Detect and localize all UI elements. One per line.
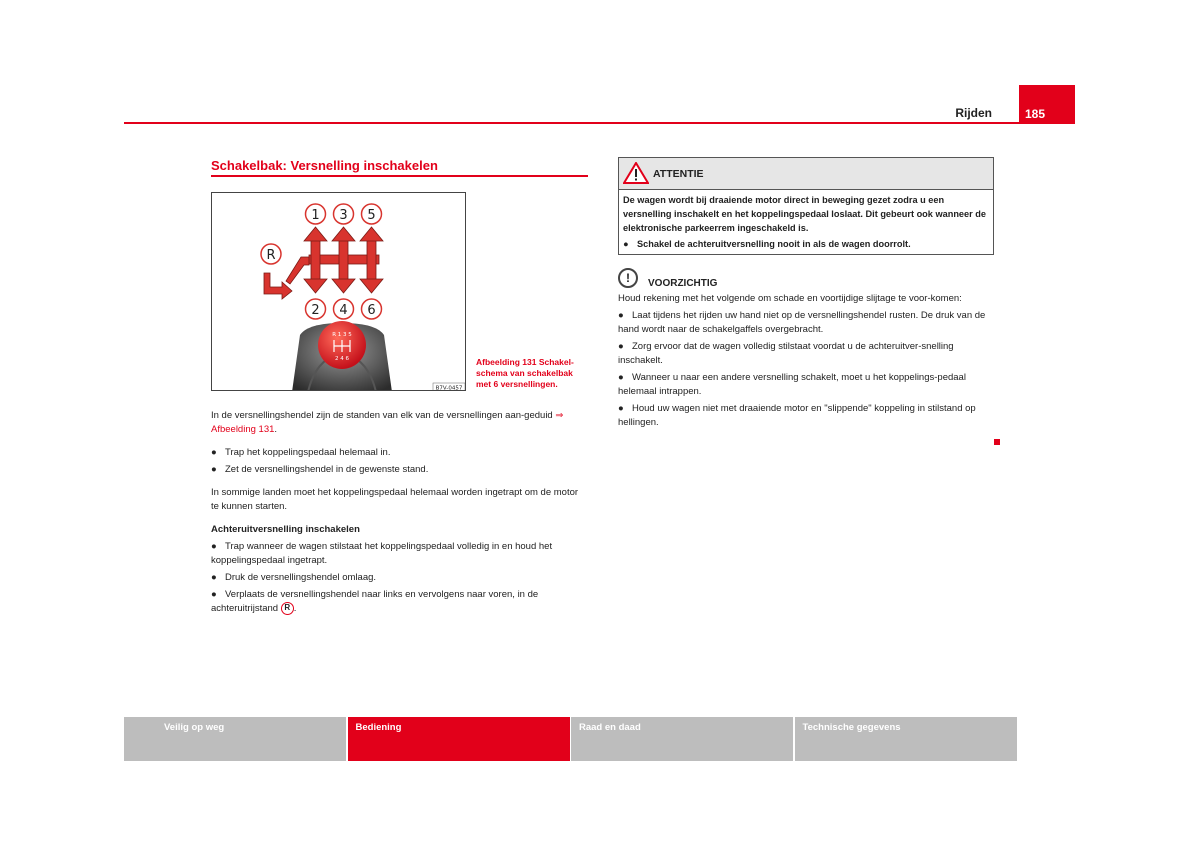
gear-6: 6 bbox=[367, 303, 376, 318]
left-column bbox=[211, 409, 588, 619]
list-item: ● Laat tijdens het rijden uw hand niet op de versnellingshendel rusten. De druk van de hand wordt naar de schakelgaffels overgebracht. bbox=[618, 310, 986, 335]
figure-caption: Afbeelding 131 Schakel- schema van schakelbak met 6 versnellingen. bbox=[476, 357, 574, 389]
warning-header bbox=[619, 158, 993, 190]
tab-technische-gegevens[interactable]: Technische gegevens bbox=[795, 717, 1017, 761]
figure-link[interactable]: ⇒ Afbeelding 131 bbox=[211, 410, 564, 435]
footer-nav bbox=[124, 717, 1075, 761]
section-rule bbox=[211, 175, 588, 177]
list-item: ● Druk de versnellingshendel omlaag. bbox=[211, 572, 377, 583]
knob-label-bottom: 2 4 6 bbox=[335, 356, 349, 362]
warning-bullet: ● Schakel de achteruitversnelling nooit in als de wagen doorrolt. bbox=[623, 239, 911, 249]
figure-code: B7V-0457 bbox=[435, 385, 463, 391]
gear-5: 5 bbox=[367, 208, 376, 223]
warning-title: ATTENTIE bbox=[653, 168, 704, 180]
shift-pattern-arrows bbox=[264, 227, 383, 299]
page-number: 185 bbox=[1019, 85, 1075, 124]
tab-bediening[interactable]: Bediening bbox=[348, 717, 570, 761]
gear-3: 3 bbox=[339, 208, 348, 223]
subheading-reverse: Achteruitversnelling inschakelen bbox=[211, 524, 360, 535]
caution-header bbox=[618, 268, 994, 290]
tab-raad-en-daad[interactable]: Raad en daad bbox=[571, 717, 793, 761]
header-rule bbox=[124, 122, 1019, 124]
caution-intro: Houd rekening met het volgende om schade en voortijdige slijtage te voor-komen: bbox=[618, 293, 962, 304]
list-item: ● Wanneer u naar een andere versnelling schakelt, moet u het koppelings-pedaal helemaal intrappen. bbox=[618, 372, 966, 397]
list-item: ● Houd uw wagen niet met draaiende motor en "slippende" koppeling in stilstand op hellingen. bbox=[618, 403, 976, 428]
intro-paragraph: In de versnellingshendel zijn de standen van elk van de versnellingen aan-geduid ⇒ Afbeelding 131. bbox=[211, 410, 564, 435]
list-item: ● Trap wanneer de wagen stilstaat het koppelingspedaal volledig in en houd het koppelingspedaal ingetrapt. bbox=[211, 541, 553, 566]
gear-2: 2 bbox=[311, 303, 320, 318]
exclamation-icon: ! bbox=[618, 268, 638, 288]
gear-1: 1 bbox=[311, 208, 320, 223]
list-item: ● Trap het koppelingspedaal helemaal in. bbox=[211, 447, 391, 458]
tab-veilig-op-weg[interactable]: Veilig op weg bbox=[124, 717, 346, 761]
list-item: ● Zet de versnellingshendel in de gewenste stand. bbox=[211, 464, 429, 475]
section-title: Schakelbak: Versnelling inschakelen bbox=[211, 158, 438, 173]
caution-title: VOORZICHTIG bbox=[648, 278, 718, 289]
list-item: ● Verplaats de versnellingshendel naar links en vervolgens naar voren, in de achteruitrijstand R . bbox=[211, 589, 539, 615]
reverse-gear-symbol: R bbox=[281, 602, 294, 615]
caution-section bbox=[618, 268, 994, 433]
warning-body: De wagen wordt bij draaiende motor direct in beweging gezet zodra u een versnelling inschakelt en het koppelingspedaal loslaat. Dit gebeurt ook wanneer de elektronische parkeerrem ingeschakeld is. ● Schakel de achteruitversnelling nooit in als de wagen doorrolt. bbox=[619, 190, 993, 254]
gear-shift-figure bbox=[211, 192, 466, 391]
list-item: ● Zorg ervoor dat de wagen volledig stilstaat voordat u de achteruitver-snelling inschakelt. bbox=[618, 341, 954, 366]
reverse-steps-list bbox=[211, 540, 588, 616]
steps-list bbox=[211, 446, 588, 477]
gear-4: 4 bbox=[339, 303, 348, 318]
start-note: In sommige landen moet het koppelingspedaal helemaal worden ingetrapt om de motor te kunnen starten. bbox=[211, 487, 579, 512]
section-end-marker bbox=[994, 439, 1000, 445]
warning-box bbox=[618, 157, 994, 255]
knob-label-top: R 1 3 5 bbox=[332, 332, 352, 338]
gear-reverse: R bbox=[266, 248, 276, 263]
warning-triangle-icon bbox=[623, 162, 649, 184]
chapter-title: Rijden bbox=[955, 106, 992, 120]
gear-diagram bbox=[212, 193, 466, 391]
